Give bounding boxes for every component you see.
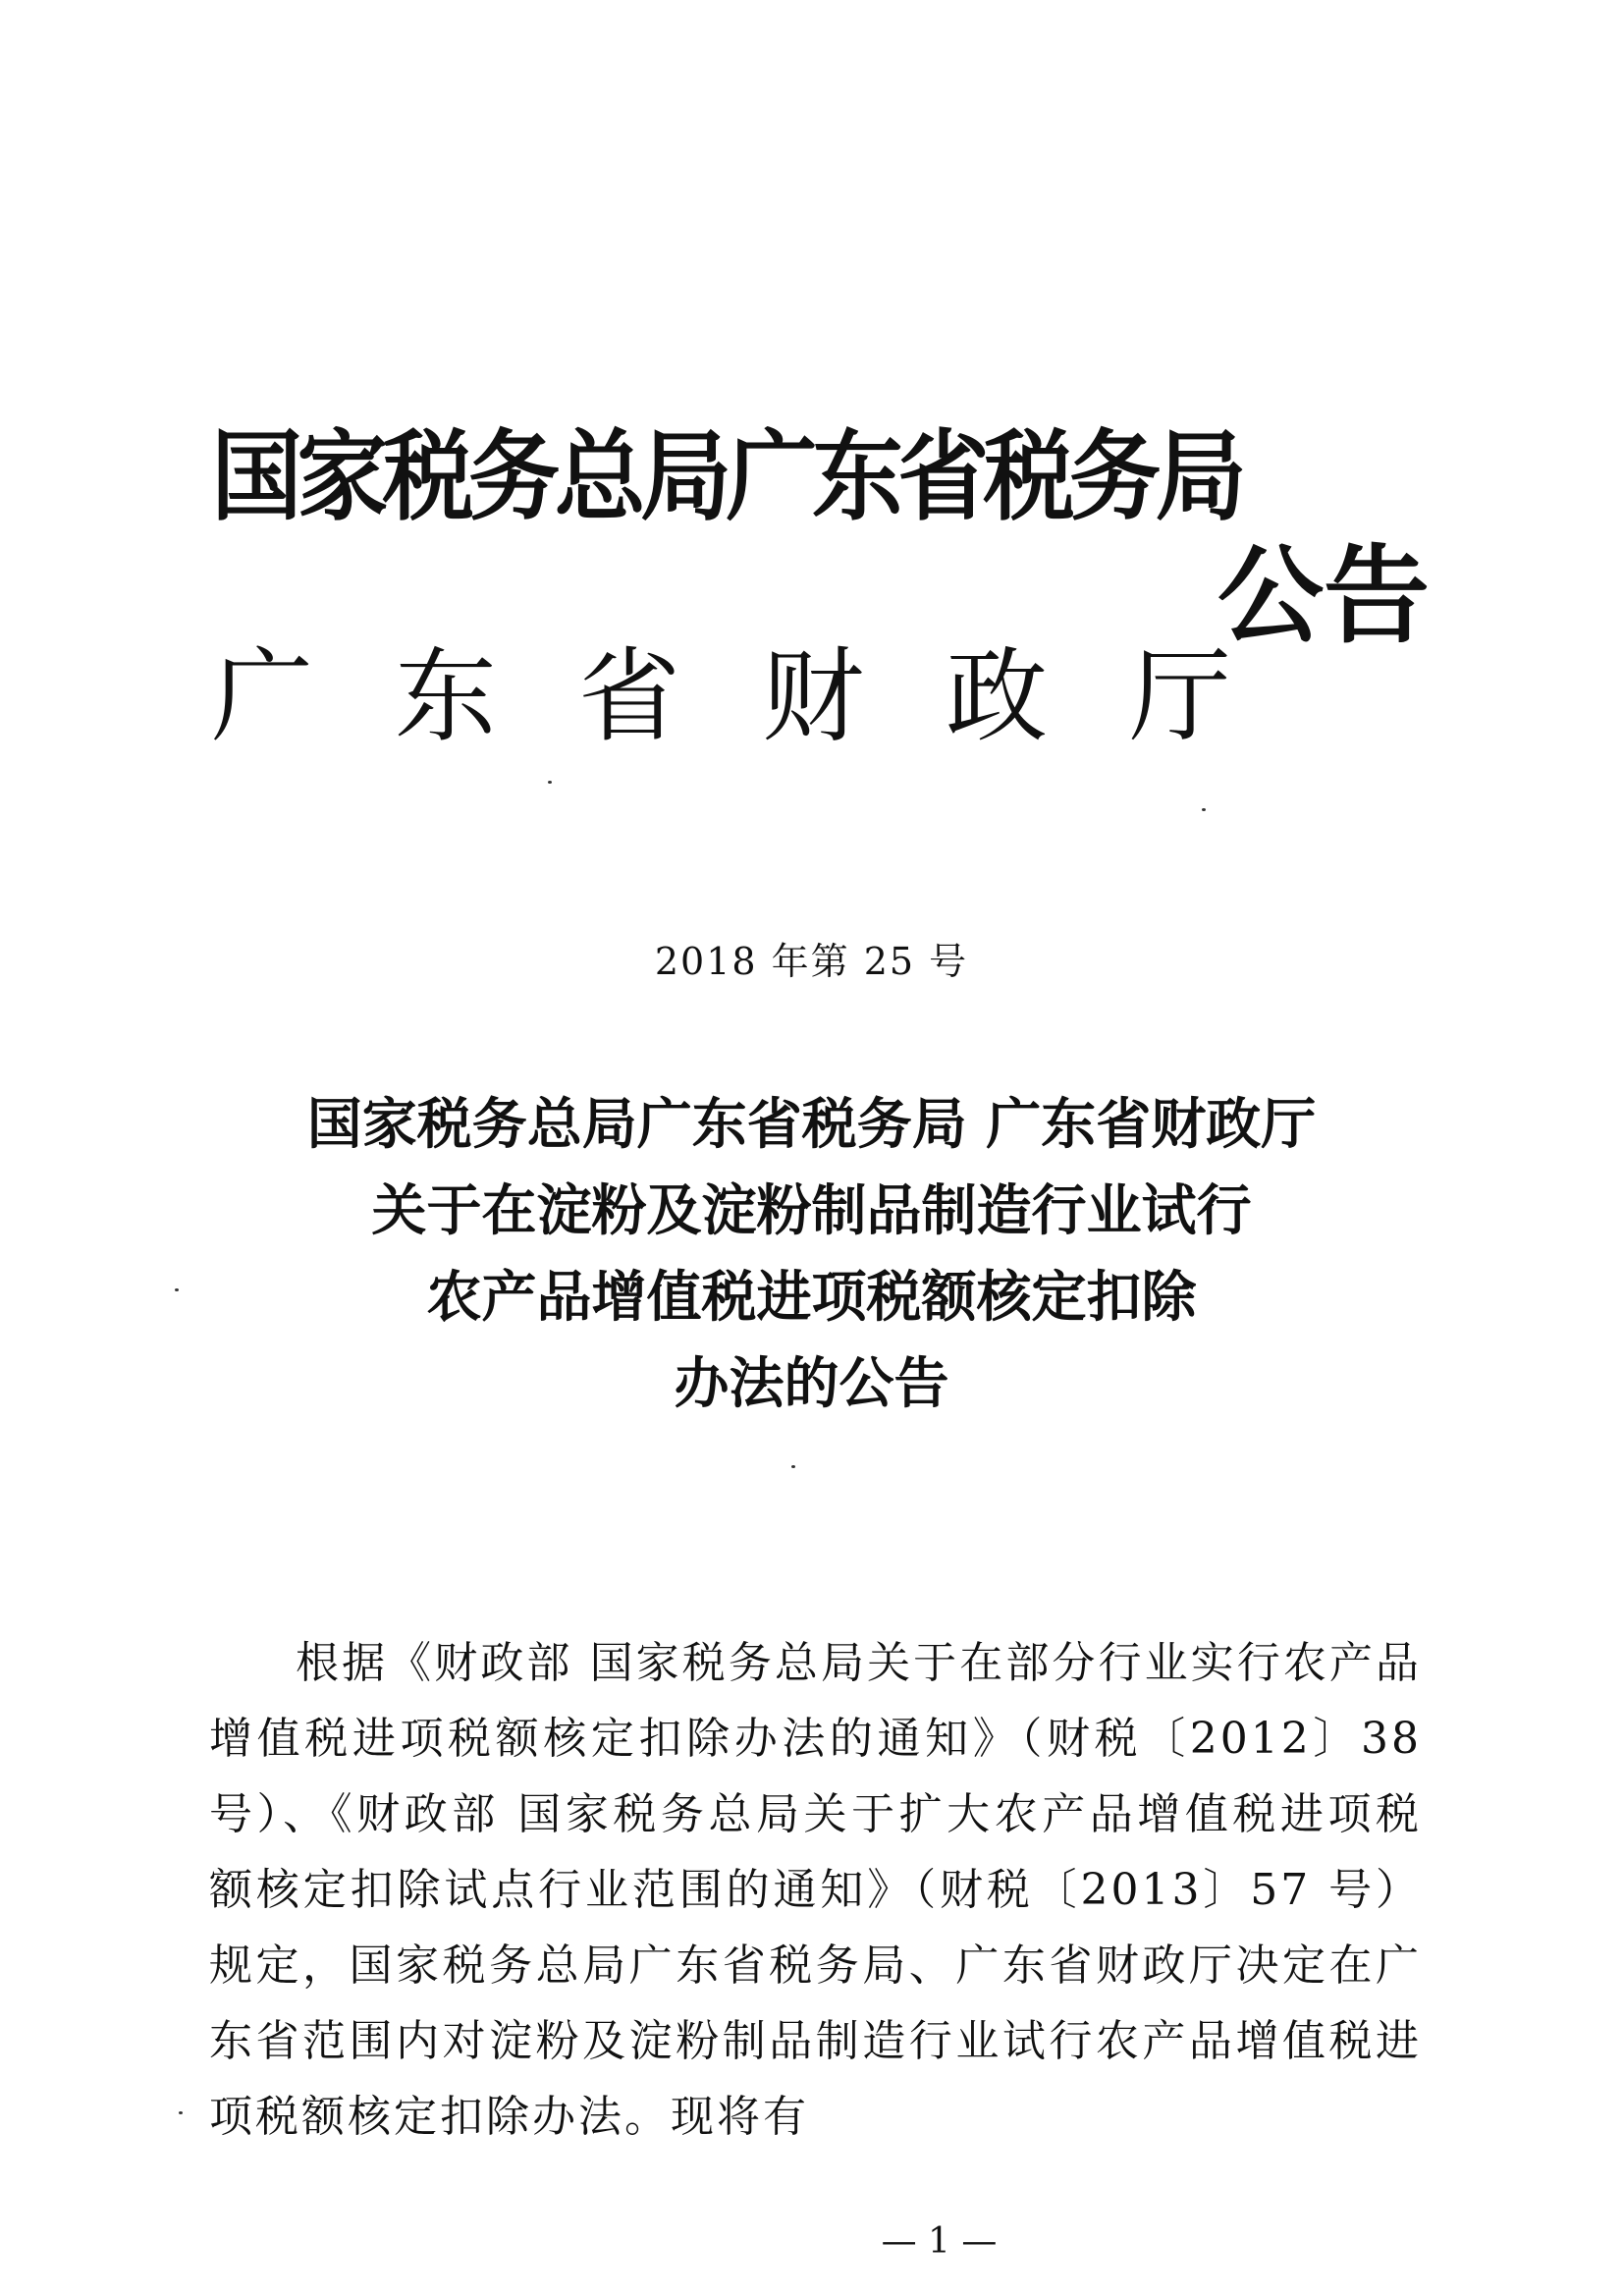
scan-speck xyxy=(548,781,552,784)
title-line-3: 农产品增值税进项税额核定扣除 xyxy=(426,1266,1197,1330)
document-number: 2018 年第 25 号 xyxy=(654,940,969,983)
scan-speck xyxy=(179,2111,183,2114)
document-title xyxy=(0,1082,1623,1428)
scan-speck xyxy=(175,1288,179,1291)
body-paragraph: 根据《财政部 国家税务总局关于在部分行业实行农产品增值税进项税额核定扣除办法的通知》（财税〔2012〕38 号）、《财政部 国家税务总局关于扩大农产品增值税进项税额核定扣除试点行业范围的通知》（财税〔2013〕57 号）规定，国家税务总局广东省税务局、广东省财政厅决定在广东省范围内对淀粉及淀粉制品制造行业试行农产品增值税进项税额核定扣除办法。现将有 xyxy=(209,1638,1422,2142)
issuer-line-finance-department: 广东省财政厅 xyxy=(211,636,1314,756)
announcement-label: 公告 xyxy=(1217,534,1431,658)
title-line-4: 办法的公告 xyxy=(674,1352,949,1416)
page-number: — 1 — xyxy=(881,2221,998,2262)
issuer-line-tax-bureau: 国家税务总局广东省税务局 xyxy=(211,418,1242,534)
scan-speck xyxy=(1202,808,1206,811)
title-line-1: 国家税务总局广东省税务局 广东省财政厅 xyxy=(306,1093,1317,1157)
title-line-2: 关于在淀粉及淀粉制品制造行业试行 xyxy=(371,1179,1252,1243)
scan-speck xyxy=(791,1465,795,1468)
